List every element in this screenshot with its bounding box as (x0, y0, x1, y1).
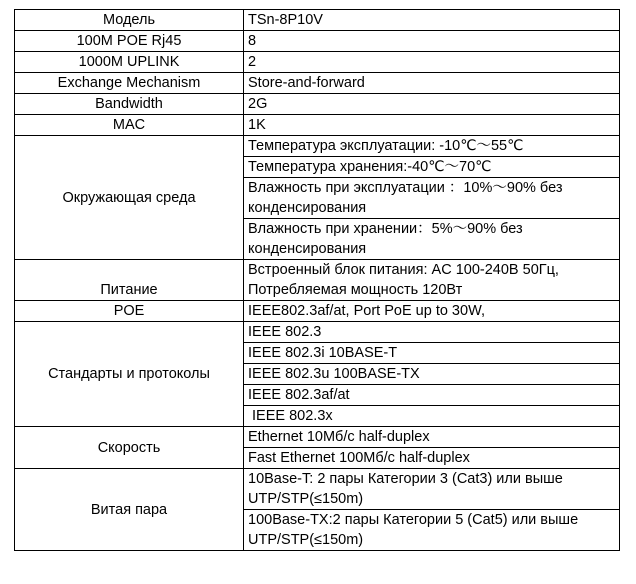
table-row (15, 10, 620, 31)
spec-value: 8 (244, 31, 620, 52)
table-row (15, 94, 620, 115)
table-row (15, 52, 620, 73)
table-row (15, 322, 620, 343)
power-value: Встроенный блок питания: AC 100-240В 50Гц, Потребляемая мощность 120Вт (244, 260, 620, 301)
speed-value: Fast Ethernet 100Мб/с half-duplex (244, 448, 620, 469)
environment-value: Температура хранения:-40℃～70℃ (244, 157, 620, 178)
poe-value: IEEE802.3af/at, Port PoE up to 30W, (244, 301, 620, 322)
table-row (15, 115, 620, 136)
speed-value: Ethernet 10Мб/с half-duplex (244, 427, 620, 448)
standards-value: IEEE 802.3x (244, 406, 620, 427)
table-row (15, 260, 620, 301)
twisted-pair-value: 100Base-TX:2 пары Категории 5 (Cat5) или выше UTP/STP(≤150m) (244, 510, 620, 551)
spec-key: Модель (15, 10, 244, 31)
spec-key: 100M POE Rj45 (15, 31, 244, 52)
spec-value: TSn-8P10V (244, 10, 620, 31)
table-row (15, 427, 620, 448)
environment-value: Влажность при эксплуатации ：10%～90% без конденсирования (244, 178, 620, 219)
spec-value: 2 (244, 52, 620, 73)
standards-key: Стандарты и протоколы (15, 322, 244, 427)
standards-value: IEEE 802.3i 10BASE-T (244, 343, 620, 364)
table-row (15, 469, 620, 510)
environment-key: Окружающая среда (15, 136, 244, 260)
spec-table (14, 9, 620, 551)
spec-key: 1000M UPLINK (15, 52, 244, 73)
spec-value: 1K (244, 115, 620, 136)
spec-value: 2G (244, 94, 620, 115)
standards-value: IEEE 802.3af/at (244, 385, 620, 406)
twisted-pair-value: 10Base-T: 2 пары Категории 3 (Cat3) или выше UTP/STP(≤150m) (244, 469, 620, 510)
speed-key: Скорость (15, 427, 244, 469)
spec-value: Store-and-forward (244, 73, 620, 94)
spec-key: Bandwidth (15, 94, 244, 115)
poe-key: POE (15, 301, 244, 322)
spec-key: Exchange Mechanism (15, 73, 244, 94)
table-row (15, 31, 620, 52)
spec-key: MAC (15, 115, 244, 136)
power-key: Питание (15, 260, 244, 301)
environment-value: Влажность при хранении：5%～90% без конденсирования (244, 219, 620, 260)
twisted-pair-key: Витая пара (15, 469, 244, 551)
standards-value: IEEE 802.3u 100BASE-TX (244, 364, 620, 385)
standards-value: IEEE 802.3 (244, 322, 620, 343)
table-row (15, 73, 620, 94)
table-row (15, 301, 620, 322)
environment-value: Температура эксплуатации: -10℃～55℃ (244, 136, 620, 157)
table-row (15, 136, 620, 157)
